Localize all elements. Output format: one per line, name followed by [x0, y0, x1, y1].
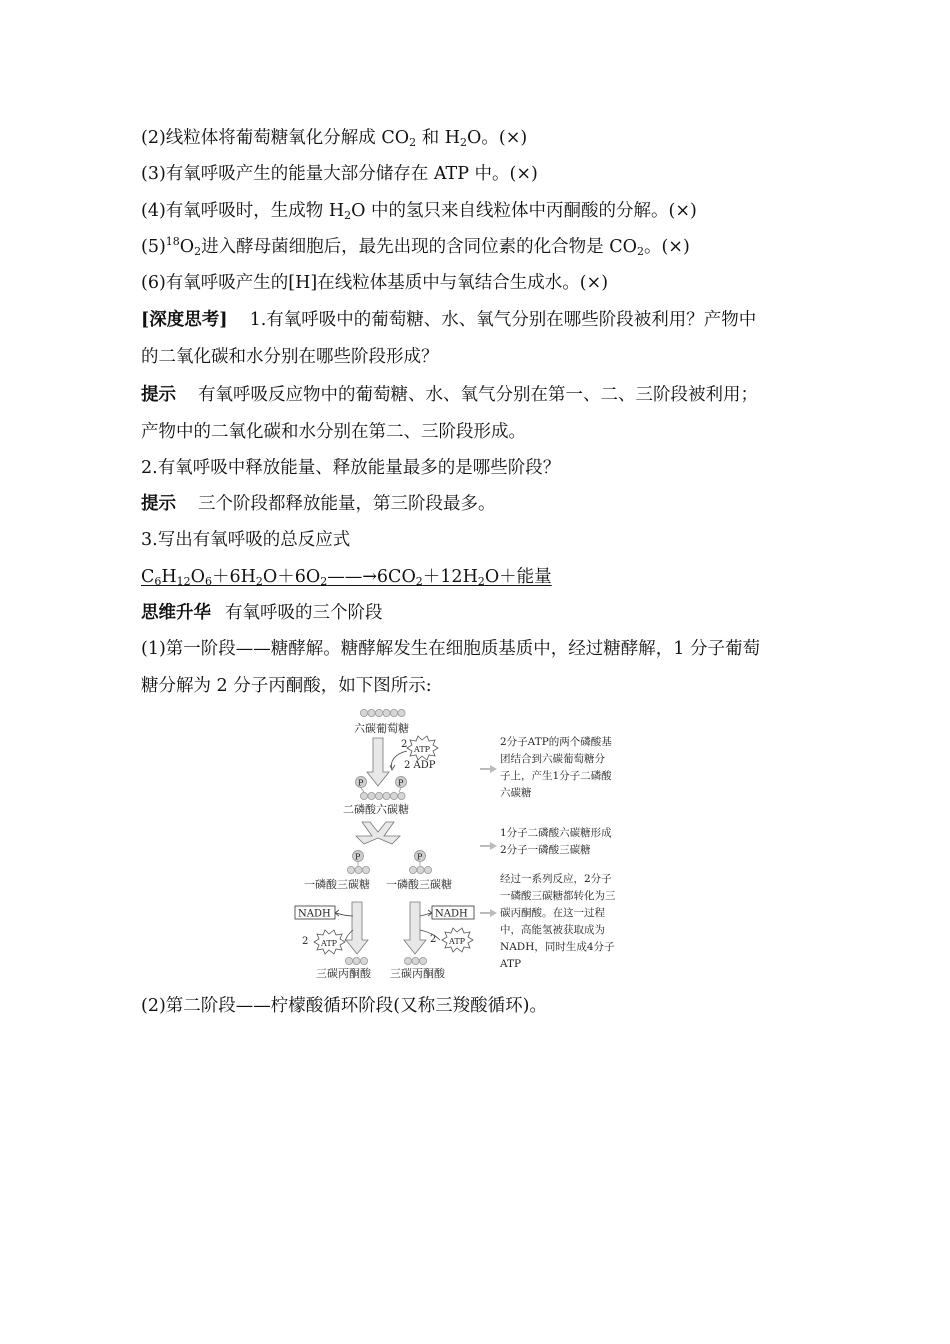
pyruvate-chain-left	[345, 957, 367, 964]
question-3: 3.写出有氧呼吸的总反应式	[141, 530, 351, 550]
nadh-label: NADH	[435, 908, 468, 920]
deep-think-question-1: [深度思考] 1.有氧呼吸中的葡萄糖、水、氧气分别在哪些阶段被利用？产物中	[141, 310, 757, 330]
glycolysis-diagram	[290, 704, 660, 986]
svg-text:P: P	[358, 778, 364, 788]
glucose-chain	[360, 709, 405, 716]
down-arrow-icon	[346, 902, 368, 954]
deep-think-question-1-cont: 的二氧化碳和水分别在哪些阶段形成？	[141, 347, 439, 367]
svg-text:NADH，同时生成4分子: NADH，同时生成4分子	[500, 941, 615, 953]
svg-text:碳丙酮酸。在这一过程: 碳丙酮酸。在这一过程	[500, 907, 605, 919]
note-3	[499, 872, 616, 970]
svg-text:六碳糖: 六碳糖	[500, 787, 532, 799]
question-2: 2.有氧呼吸中释放能量、释放能量最多的是哪些阶段？	[141, 458, 561, 478]
svg-text:一磷酸三碳糖都转化为三: 一磷酸三碳糖都转化为三	[500, 890, 616, 902]
deep-think-label: [深度思考]	[141, 310, 228, 330]
triose-left-label: 一磷酸三碳糖	[304, 878, 370, 891]
atp-coefficient: 2	[401, 739, 408, 750]
svg-text:ATP: ATP	[500, 958, 522, 970]
bisphosphate-chain	[360, 792, 405, 799]
svg-text:中，高能氢被获取成为: 中，高能氢被获取成为	[500, 924, 605, 936]
glucose-label: 六碳葡萄糖	[354, 722, 409, 735]
svg-text:经过一系列反应，2分子: 经过一系列反应，2分子	[500, 873, 612, 885]
svg-text:2分子ATP的两个磷酸基: 2分子ATP的两个磷酸基	[500, 736, 612, 748]
item-3: (3)有氧呼吸产生的能量大部分储存在 ATP 中。(×)	[141, 164, 538, 184]
nadh-label: NADH	[298, 908, 331, 920]
triose-chain-right	[409, 866, 431, 873]
hint-2: 提示 三个阶段都释放能量，第三阶段最多。	[141, 494, 496, 514]
split-arrow-icon	[356, 822, 400, 844]
pyruvate-right-label: 三碳丙酮酸	[390, 967, 445, 980]
adp-label: 2 ADP	[404, 760, 436, 771]
hint-1: 提示 有氧呼吸反应物中的葡萄糖、水、氧气分别在第一、二、三阶段被利用；	[141, 385, 758, 405]
atp-coefficient: 2	[430, 934, 437, 945]
pyruvate-left-label: 三碳丙酮酸	[316, 967, 371, 980]
item-4: (4)有氧呼吸时，生成物 $H_2O$ 中的氢只来自线粒体中丙酮酸的分解。(×)	[141, 201, 697, 222]
hint-label: 提示	[141, 385, 176, 405]
hint-label: 提示	[141, 494, 176, 514]
atp-coefficient: 2	[302, 936, 309, 947]
summary-label: 思维升华	[141, 603, 211, 623]
item-6: (6)有氧呼吸产生的[H]在线粒体基质中与氧结合生成水。(×)	[141, 273, 609, 293]
summary-heading: 思维升华 有氧呼吸的三个阶段	[141, 603, 383, 623]
note-pointer-icons	[480, 765, 497, 917]
svg-text:1分子二磷酸六碳糖形成: 1分子二磷酸六碳糖形成	[500, 827, 612, 839]
stage-1-text-cont: 糖分解为 2 分子丙酮酸，如下图所示:	[141, 676, 432, 696]
stage-2-text: (2)第二阶段——柠檬酸循环阶段(又称三羧酸循环)。	[141, 996, 547, 1016]
down-arrow-icon	[367, 738, 389, 786]
triose-chain-left	[347, 866, 369, 873]
stage-1-text: (1)第一阶段——糖酵解。糖酵解发生在细胞质基质中，经过糖酵解，1 分子葡萄	[141, 639, 760, 659]
overall-equation: $C_6H_{12}O_6+6H_2O+6O_2——\to 6CO_2+12H_2O+$能量	[141, 567, 552, 588]
svg-text:P: P	[417, 852, 423, 862]
svg-text:P: P	[398, 778, 404, 788]
svg-text:2分子一磷酸三碳糖: 2分子一磷酸三碳糖	[500, 844, 591, 856]
pyruvate-chain-right	[404, 957, 426, 964]
triose-right-label: 一磷酸三碳糖	[386, 878, 452, 891]
down-arrow-icon	[404, 902, 426, 954]
svg-text:团结合到六碳葡萄糖分: 团结合到六碳葡萄糖分	[500, 753, 605, 765]
svg-text:子上，产生1分子二磷酸: 子上，产生1分子二磷酸	[500, 770, 612, 782]
item-5: $(5)^{18}O_2$进入酵母菌细胞后，最先出现的含同位素的化合物是 $CO_2$。(×)	[141, 235, 690, 258]
svg-text:ATP: ATP	[321, 939, 338, 948]
atp-label: ATP	[414, 745, 431, 754]
svg-text:ATP: ATP	[449, 937, 466, 946]
hint-1-cont: 产物中的二氧化碳和水分别在第二、三阶段形成。	[141, 422, 526, 442]
note-1	[500, 735, 612, 799]
note-2	[500, 826, 612, 856]
bisphosphate-label: 二磷酸六碳糖	[343, 803, 409, 816]
svg-text:P: P	[355, 852, 361, 862]
item-2: (2)线粒体将葡萄糖氧化分解成 $CO_2$ 和 $H_2O$。(×)	[141, 128, 528, 149]
